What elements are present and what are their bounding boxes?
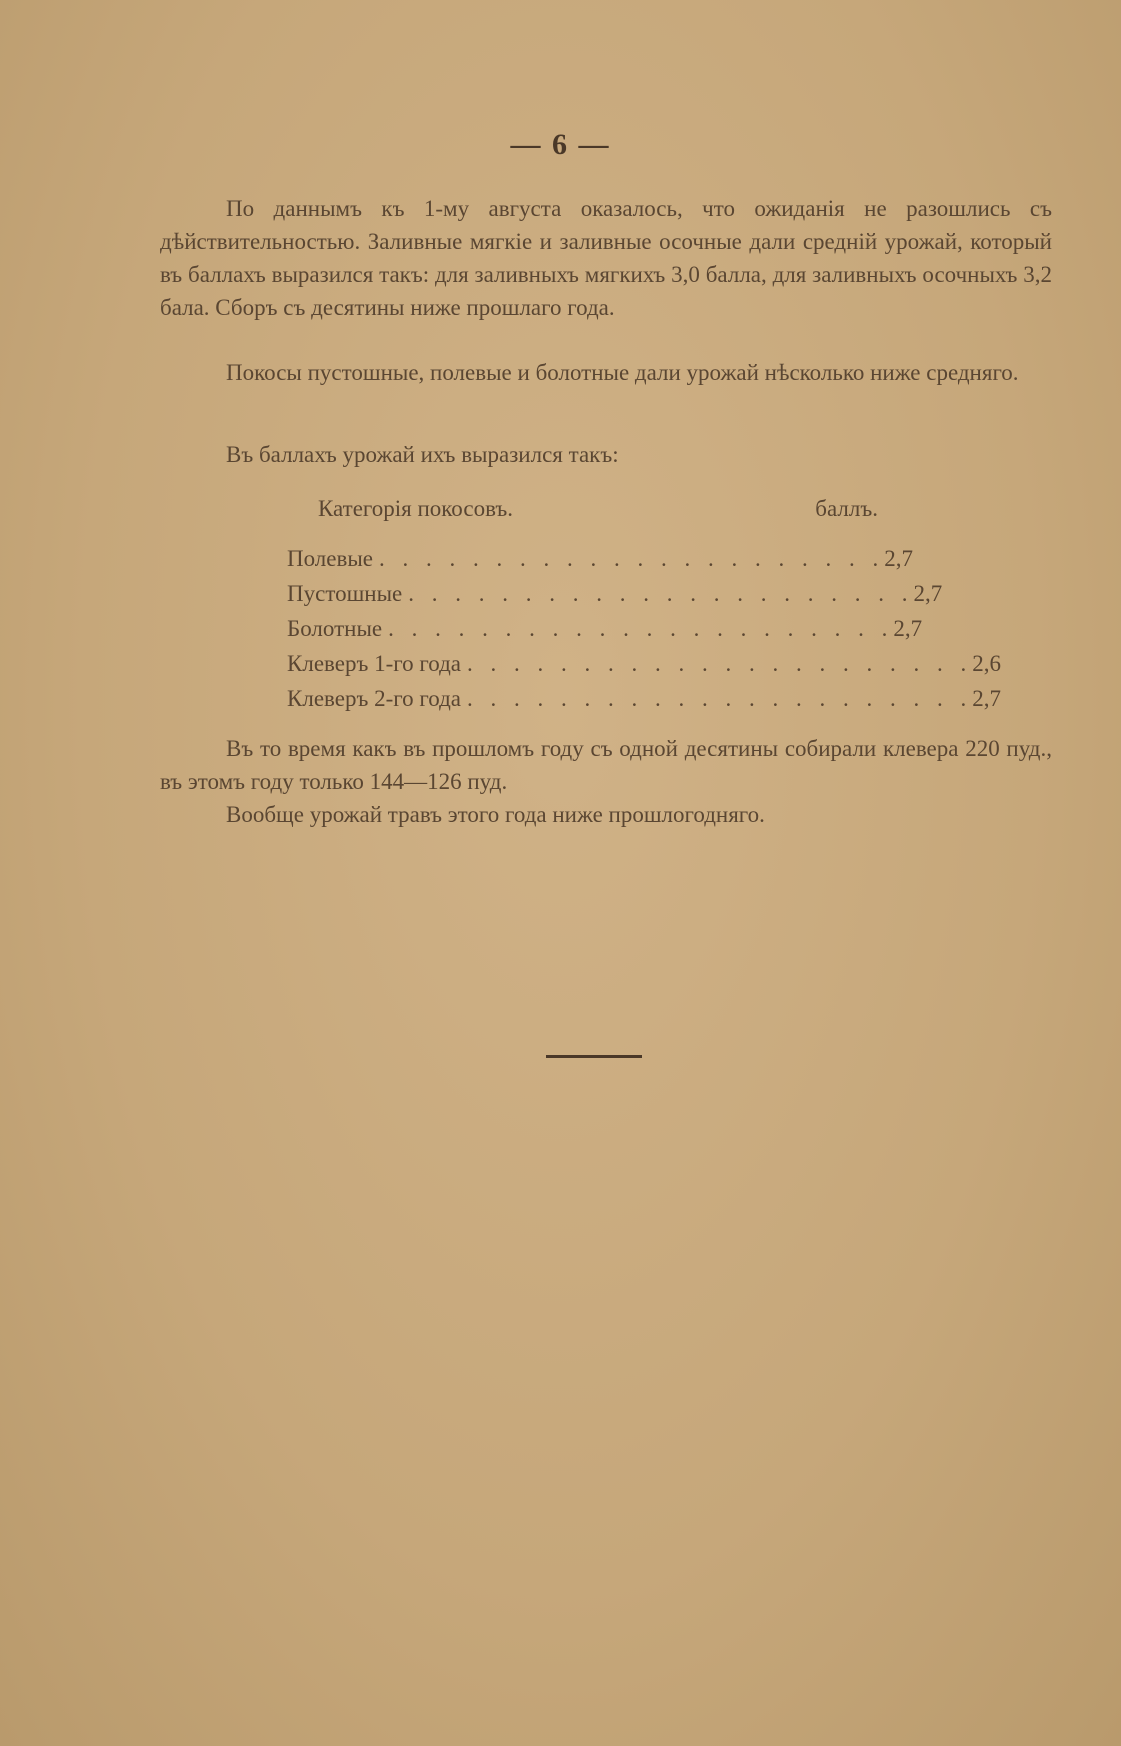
page-number: — 6 — bbox=[510, 128, 611, 161]
row-category: Болотные bbox=[287, 616, 383, 641]
row-leader-dots: . . . . . . . . . . . . . . . . . . . . . . bbox=[379, 546, 885, 571]
row-category: Полевые bbox=[287, 546, 374, 571]
row-category: Клеверъ 1-го года bbox=[287, 651, 461, 676]
row-score: 2,7 bbox=[972, 686, 1001, 711]
paragraph-hay-results: По даннымъ къ 1-му августа оказалось, что ожиданія не разошлись съ дѣйствительностью. Заливные мягкіе и заливные осочные дали средній урожай, который въ баллахъ выразился такъ: для заливныхъ мягкихъ 3,0 балла, для заливныхъ осочныхъ 3,2 бала. Сборъ съ десятины ниже прошлаго года. bbox=[160, 196, 1052, 320]
row-category: Пустошные bbox=[287, 581, 403, 606]
paragraph-summary: Вообще урожай травъ этого года ниже прошлогодняго. bbox=[226, 802, 765, 827]
row-score: 2,7 bbox=[884, 546, 914, 571]
row-score: 2,7 bbox=[893, 616, 923, 641]
paragraph-table-intro: Въ баллахъ урожай ихъ выразился такъ: bbox=[226, 442, 619, 467]
table-row bbox=[287, 651, 1001, 686]
paragraph-clover: Въ то время какъ въ прошломъ году съ одной десятины собирали клевера 220 пуд., въ этомъ году только 144—126 пуд. bbox=[160, 736, 1052, 794]
section-end-rule bbox=[546, 1055, 642, 1058]
row-score: 2,6 bbox=[972, 651, 1001, 676]
paragraph-meadows: Покосы пустошные, полевые и болотные дали урожай нѣсколько ниже средняго. bbox=[226, 360, 1019, 385]
row-category: Клеверъ 2-го года bbox=[287, 686, 461, 711]
table-row bbox=[287, 686, 1001, 721]
row-leader-dots: . . . . . . . . . . . . . . . . . . . . . . bbox=[466, 651, 973, 676]
table-header-category: Категорія покосовъ. bbox=[318, 496, 514, 521]
yield-table bbox=[287, 546, 1001, 721]
row-leader-dots: . . . . . . . . . . . . . . . . . . . . . . bbox=[408, 581, 914, 606]
row-score: 2,7 bbox=[913, 581, 943, 606]
table-row bbox=[287, 581, 943, 616]
row-leader-dots: . . . . . . . . . . . . . . . . . . . . . . bbox=[466, 686, 973, 711]
table-row bbox=[287, 546, 914, 581]
table-row bbox=[287, 616, 923, 651]
table-header-value: баллъ. bbox=[815, 496, 878, 521]
row-leader-dots: . . . . . . . . . . . . . . . . . . . . . . bbox=[388, 616, 894, 641]
